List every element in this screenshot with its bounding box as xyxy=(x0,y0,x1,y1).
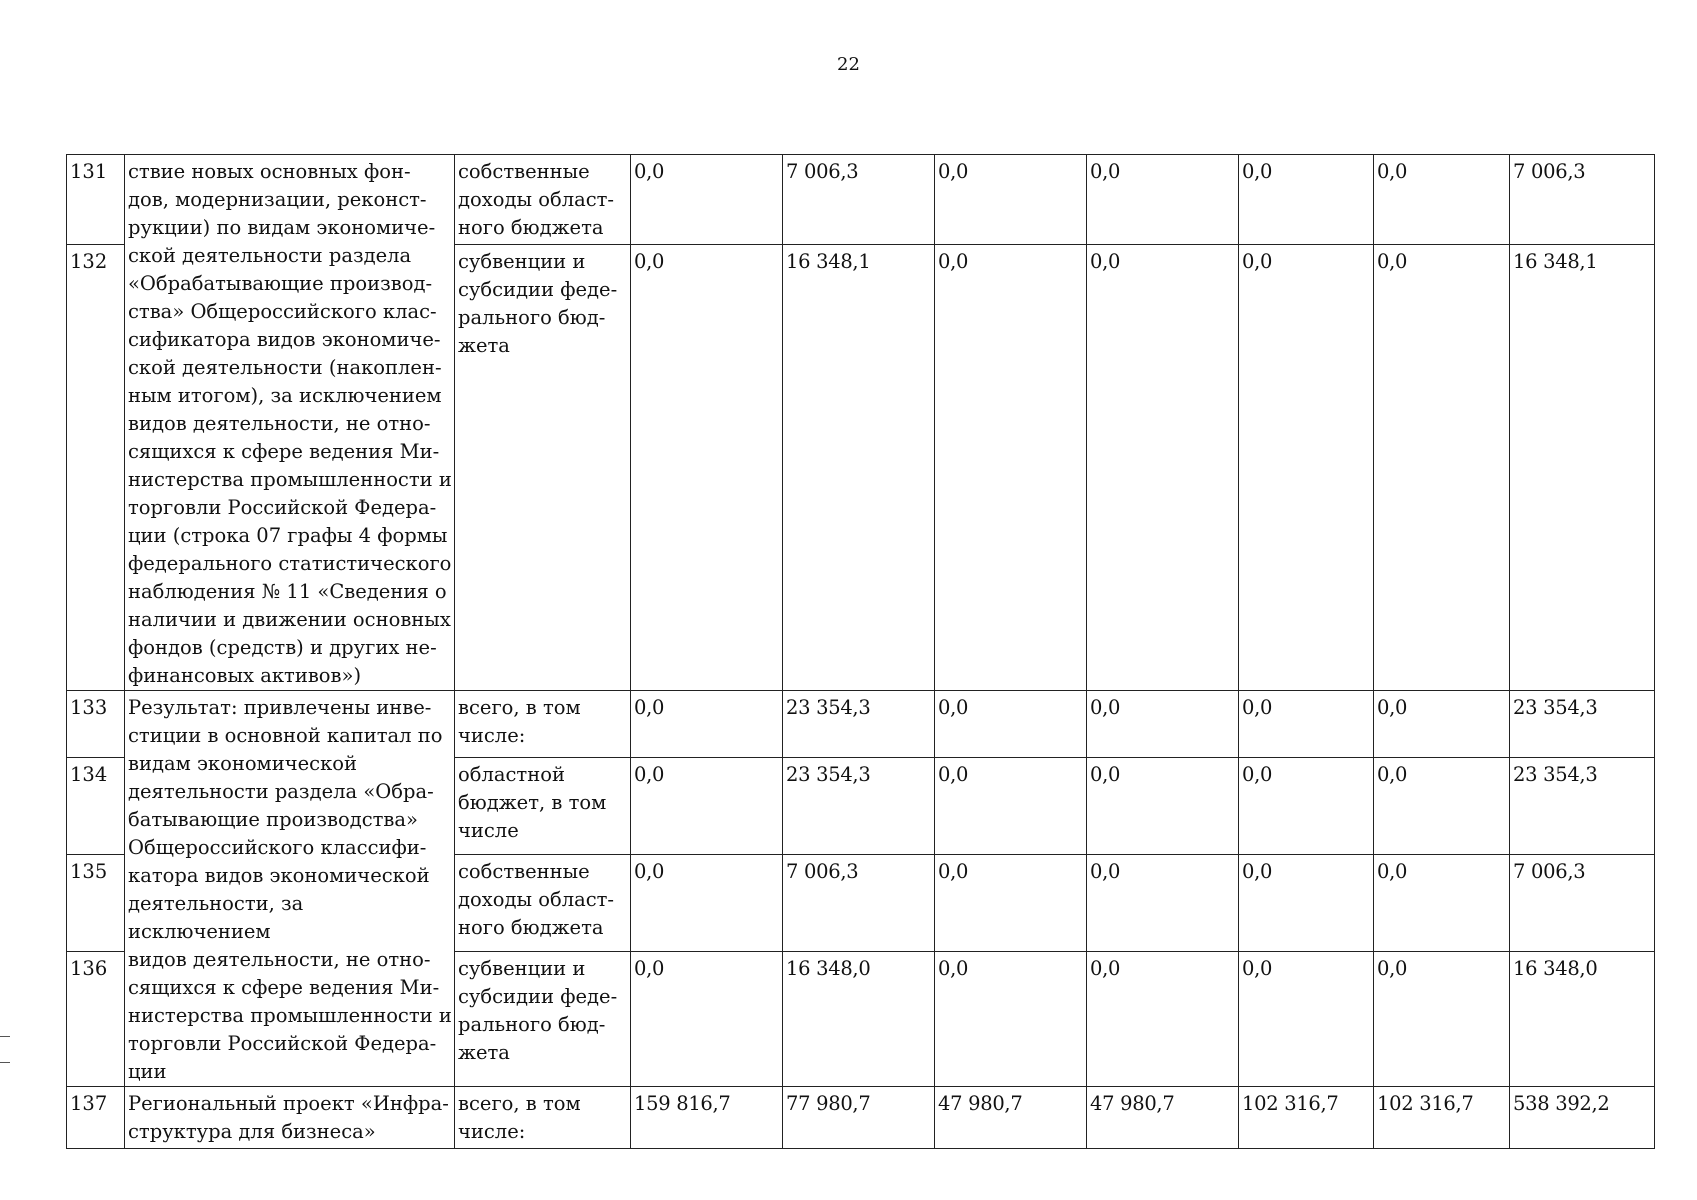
value-cell: 0,0 xyxy=(1087,951,1239,1086)
value-cell: 0,0 xyxy=(935,855,1087,952)
value-cell: 0,0 xyxy=(631,855,783,952)
row-number: 137 xyxy=(67,1087,125,1149)
value-cell: 0,0 xyxy=(935,691,1087,758)
value-cell: 0,0 xyxy=(935,757,1087,855)
value-cell: 0,0 xyxy=(631,951,783,1086)
value-cell: 47 980,7 xyxy=(935,1087,1087,1149)
row-number: 135 xyxy=(67,855,125,952)
value-cell: 0,0 xyxy=(1087,757,1239,855)
value-cell: 0,0 xyxy=(1087,855,1239,952)
value-cell: 0,0 xyxy=(1239,855,1374,952)
funding-source: всего, в том числе: xyxy=(455,691,631,758)
value-cell: 23 354,3 xyxy=(783,691,935,758)
value-cell: 0,0 xyxy=(1374,951,1510,1086)
row-number: 136 xyxy=(67,951,125,1086)
value-cell: 102 316,7 xyxy=(1239,1087,1374,1149)
value-cell: 0,0 xyxy=(1374,691,1510,758)
scan-edge-mark xyxy=(0,1062,10,1063)
value-cell: 16 348,0 xyxy=(783,951,935,1086)
value-cell: 0,0 xyxy=(1374,757,1510,855)
value-cell: 0,0 xyxy=(1239,155,1374,245)
row-description: Результат: привлечены инве- стиции в основной капитал по видам экономической деятельности раздела «Обра- батывающие производства» Общероссийского классифи- катора видов экономической деятельности, за исключением видов деятельности, не отно- сящихся к сфере ведения Ми- нистерства промышленности и торговли Российской Федера- ции xyxy=(125,691,455,1087)
value-cell: 0,0 xyxy=(1239,245,1374,691)
value-cell: 0,0 xyxy=(631,245,783,691)
total-cell: 16 348,1 xyxy=(1510,245,1655,691)
value-cell: 0,0 xyxy=(1087,691,1239,758)
table-row xyxy=(67,155,1655,245)
value-cell: 0,0 xyxy=(631,155,783,245)
value-cell: 0,0 xyxy=(1239,757,1374,855)
value-cell: 0,0 xyxy=(935,155,1087,245)
scan-edge-mark xyxy=(0,1036,10,1037)
value-cell: 7 006,3 xyxy=(783,855,935,952)
value-cell: 159 816,7 xyxy=(631,1087,783,1149)
value-cell: 7 006,3 xyxy=(783,155,935,245)
value-cell: 102 316,7 xyxy=(1374,1087,1510,1149)
value-cell: 47 980,7 xyxy=(1087,1087,1239,1149)
funding-source: всего, в том числе: xyxy=(455,1087,631,1149)
total-cell: 23 354,3 xyxy=(1510,757,1655,855)
value-cell: 0,0 xyxy=(1374,245,1510,691)
funding-source: субвенции и субсидии феде- рального бюд- жета xyxy=(455,951,631,1086)
total-cell: 538 392,2 xyxy=(1510,1087,1655,1149)
funding-source: собственные доходы област- ного бюджета xyxy=(455,155,631,245)
total-cell: 7 006,3 xyxy=(1510,855,1655,952)
row-number: 134 xyxy=(67,757,125,855)
value-cell: 0,0 xyxy=(631,691,783,758)
value-cell: 0,0 xyxy=(1374,855,1510,952)
page-number: 22 xyxy=(837,54,860,75)
value-cell: 77 980,7 xyxy=(783,1087,935,1149)
value-cell: 0,0 xyxy=(935,951,1087,1086)
value-cell: 16 348,1 xyxy=(783,245,935,691)
total-cell: 23 354,3 xyxy=(1510,691,1655,758)
total-cell: 7 006,3 xyxy=(1510,155,1655,245)
table-row xyxy=(67,691,1655,758)
row-number: 133 xyxy=(67,691,125,758)
funding-source: собственные доходы област- ного бюджета xyxy=(455,855,631,952)
value-cell: 0,0 xyxy=(1239,691,1374,758)
row-description: Региональный проект «Инфра- структура для бизнеса» xyxy=(125,1087,455,1149)
funding-source: субвенции и субсидии феде- рального бюд- жета xyxy=(455,245,631,691)
value-cell: 0,0 xyxy=(935,245,1087,691)
value-cell: 0,0 xyxy=(631,757,783,855)
value-cell: 23 354,3 xyxy=(783,757,935,855)
row-number: 131 xyxy=(67,155,125,245)
table-row xyxy=(67,1087,1655,1149)
funding-source: областной бюджет, в том числе xyxy=(455,757,631,855)
value-cell: 0,0 xyxy=(1087,245,1239,691)
value-cell: 0,0 xyxy=(1374,155,1510,245)
row-number: 132 xyxy=(67,245,125,691)
value-cell: 0,0 xyxy=(1087,155,1239,245)
value-cell: 0,0 xyxy=(1239,951,1374,1086)
budget-table xyxy=(66,154,1655,1149)
row-description: ствие новых основных фон- дов, модернизации, реконст- рукции) по видам экономиче- ской деятельности раздела «Обрабатывающие производ- ства» Общероссийского клас- сификатора видов экономиче- ской деятельности (накоплен- ным итогом), за исключением видов деятельности, не отно- сящихся к сфере ведения Ми- нистерства промышленности и торговли Российской Федера- ции (строка 07 графы 4 формы федерального статистического наблюдения № 11 «Сведения о наличии и движении основных фондов (средств) и других не- финансовых активов») xyxy=(125,155,455,691)
total-cell: 16 348,0 xyxy=(1510,951,1655,1086)
